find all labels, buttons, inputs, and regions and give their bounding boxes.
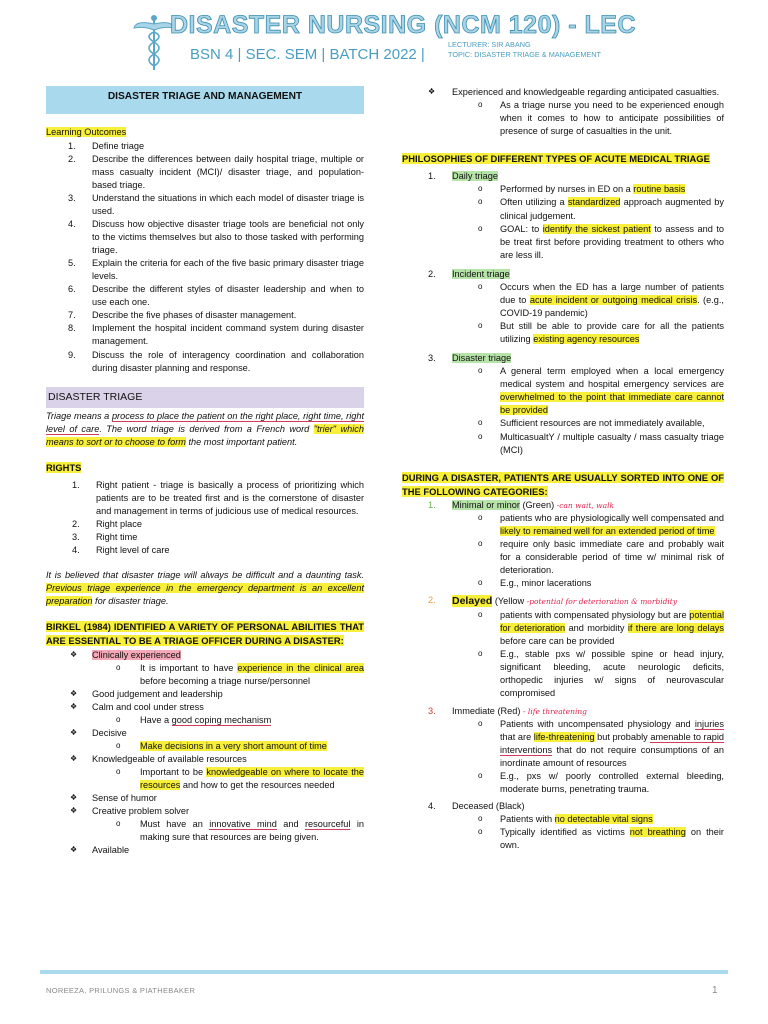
list-item: o E.g., minor lacerations: [478, 578, 592, 589]
triage-type-incident: 2. Incident triage: [428, 268, 510, 279]
rights-heading: RIGHTS: [46, 461, 82, 473]
list-item: o MulticasualtY / multiple casualty / mass casualty triage (MCI): [478, 431, 724, 455]
list-item: o Performed by nurses in ED on a routine basis: [478, 184, 686, 195]
list-item: 2. Right place: [72, 519, 142, 530]
list-item: 4. Discuss how objective disaster triage tools are beneficial not only to the victims themselves but also to those tasked with performing triage.: [68, 218, 364, 256]
ability-subitem: o Must have an innovative mind and resourceful in making sure that resources are being given.: [116, 819, 364, 843]
list-item: 3. Understand the situations in which each model of disaster triage is used.: [68, 192, 364, 216]
left-column: [46, 86, 364, 858]
category-delayed: 2. Delayed (Yellow -potential for deterioration & morbidity: [428, 595, 678, 608]
topic: TOPIC: DISASTER TRIAGE & MANAGEMENT: [448, 49, 601, 59]
list-item: o Sufficient resources are not immediately available,: [478, 418, 705, 429]
right-column: [402, 86, 724, 852]
list-item: 9. Discuss the role of interagency coordination and collaboration during disaster planning and response.: [68, 349, 364, 373]
list-item: 4. Right level of care: [72, 545, 170, 556]
section-title-box: DISASTER TRIAGE AND MANAGEMENT: [46, 86, 364, 114]
list-item: o But still be able to provide care for all the patients utilizing existing agency resources: [478, 321, 724, 345]
disaster-triage-heading: DISASTER TRIAGE: [46, 387, 364, 408]
categories-heading: DURING A DISASTER, PATIENTS ARE USUALLY SORTED INTO ONE OF THE FOLLOWING CATEGORIES:: [402, 471, 724, 497]
list-item: 1. Right patient - triage is basically a process of prioritizing which patients are to be treated first and is the cornerstone of disaster and management in terms of judicious use of medical resources.: [72, 479, 364, 516]
page-number: 1: [712, 985, 718, 996]
outcomes-list: [46, 140, 364, 375]
category-deceased: 4. Deceased (Black): [428, 800, 525, 811]
outcomes-heading: Learning Outcomes: [46, 127, 127, 138]
ability-subitem: o It is important to have experience in the clinical area before becoming a triage nurse/personnel: [116, 662, 364, 686]
ability-item: ❖ Calm and cool under stress: [70, 701, 204, 712]
list-item: o Patients with no detectable vital signs: [478, 814, 653, 825]
category-minimal: 1. Minimal or minor (Green) -can wait, walk: [428, 499, 615, 510]
ability-item: ❖ Knowledgeable of available resources: [70, 754, 247, 765]
list-item: 6. Describe the different styles of disaster leadership and when to use each one.: [68, 284, 364, 308]
list-item: 7. Describe the five phases of disaster management.: [68, 310, 297, 321]
lecturer: LECTURER: SIR ABANG: [448, 40, 531, 49]
ability-subitem: o Make decisions in a very short amount of time: [116, 740, 327, 751]
birkel-heading: BIRKEL (1984) IDENTIFIED A VARIETY OF PERSONAL ABILITIES THAT ARE ESSENTIAL TO BE A TRIAGE OFFICER DURING A DISASTER:: [46, 621, 364, 647]
philosophies-heading: PHILOSOPHIES OF DIFFERENT TYPES OF ACUTE MEDICAL TRIAGE: [402, 153, 710, 165]
triage-definition: Triage means a process to place the patient on the right place, right time, right level of care. The word triage is derived from a French word "trier" which means to sort or to choose to form the most important patient.: [46, 410, 365, 447]
ability-item: ❖ Experienced and knowledgeable regarding anticipated casualties.: [428, 87, 720, 97]
course-subtitle: BSN 4 | SEC. SEM | BATCH 2022 |: [190, 46, 425, 63]
ability-item: ❖ Good judgement and leadership: [70, 688, 223, 699]
list-item: o Occurs when the ED has a large number of patients due to acute incident or outgoing medical crisis. (e.g., COVID-19 pandemic): [478, 281, 724, 318]
list-item: o patients who are physiologically well compensated and likely to remained well for an extended period of time: [478, 512, 724, 536]
list-item: o A general term employed when a local emergency medical system and hospital emergency services are overwhelmed to the point that immediate care cannot be provided: [478, 366, 724, 416]
ability-subitem: o As a triage nurse you need to be experienced enough when it comes to how to anticipate possibilities of presence of surge of casualties in the unit.: [478, 100, 724, 137]
lecture-info: [448, 40, 601, 60]
list-item: 5. Explain the criteria for each of the five basic primary disaster triage levels.: [68, 258, 364, 282]
ability-item: ❖ Creative problem solver: [70, 806, 190, 817]
list-item: 8. Implement the hospital incident command system during disaster management.: [68, 323, 364, 347]
list-item: o E.g., stable pxs w/ possible spine or head injury, significant bleeding, acute neurologic deficits, orthopedic injuries w/ signs of neurovascular compromised: [478, 649, 724, 699]
footer-authors: NOREEZA, PRILUNGS & PIATHEBAKER: [46, 986, 196, 995]
ability-item: ❖ Decisive: [70, 727, 127, 738]
list-item: o patients with compensated physiology but are potential for deterioration and morbidity if there are long delays before care can be provided: [478, 610, 724, 647]
list-item: o require only basic immediate care and probably wait for a considerable period of time w/ minimal risk of deterioration.: [478, 538, 724, 576]
belief-paragraph: It is believed that disaster triage will always be difficult and a daunting task. Previous triage experience in the emergency department is an excellent preparation for disaster triage.: [46, 570, 364, 607]
list-item: o E.g., pxs w/ poorly controlled external bleeding, moderate burns, penetrating trauma.: [478, 770, 724, 794]
list-item: 3. Right time: [72, 532, 138, 543]
list-item: 1. Define triage: [68, 140, 145, 151]
ability-item: ❖ Available: [70, 845, 130, 856]
triage-type-daily: 1. Daily triage: [428, 171, 498, 182]
footer-divider: [40, 970, 728, 974]
list-item: o Often utilizing a standardized approach augmented by clinical judgement.: [478, 197, 724, 221]
list-item: 2. Describe the differences between daily hospital triage, multiple or mass casualty incident (MCI)/ disaster triage, and population-based triage.: [68, 153, 364, 190]
ability-subitem: o Important to be knowledgeable on where to locate the resources and how to get the resources needed: [116, 767, 364, 791]
ability-subitem: o Have a good coping mechanism: [116, 714, 272, 725]
document-title: DISASTER NURSING (NCM 120) - LEC: [170, 11, 637, 39]
category-immediate: 3. Immediate (Red) - life threatening: [428, 705, 587, 716]
ability-item: ❖ Sense of humor: [70, 793, 157, 804]
list-item: o Typically identified as victims not breathing on their own.: [478, 827, 724, 851]
page-header: [0, 0, 768, 80]
list-item: o Patients with uncompensated physiology and injuries that are life-threatening but probably amenable to rapid interventions that do not require consumptions of an inordinate amount of resources: [478, 718, 724, 768]
ability-item: ❖ Clinically experienced: [70, 649, 181, 660]
rights-list: [46, 479, 364, 557]
list-item: o GOAL: to identify the sickest patient to assess and to be treat first before providing treatment to others who are less ill.: [478, 223, 724, 260]
triage-type-disaster: 3. Disaster triage: [428, 353, 512, 364]
